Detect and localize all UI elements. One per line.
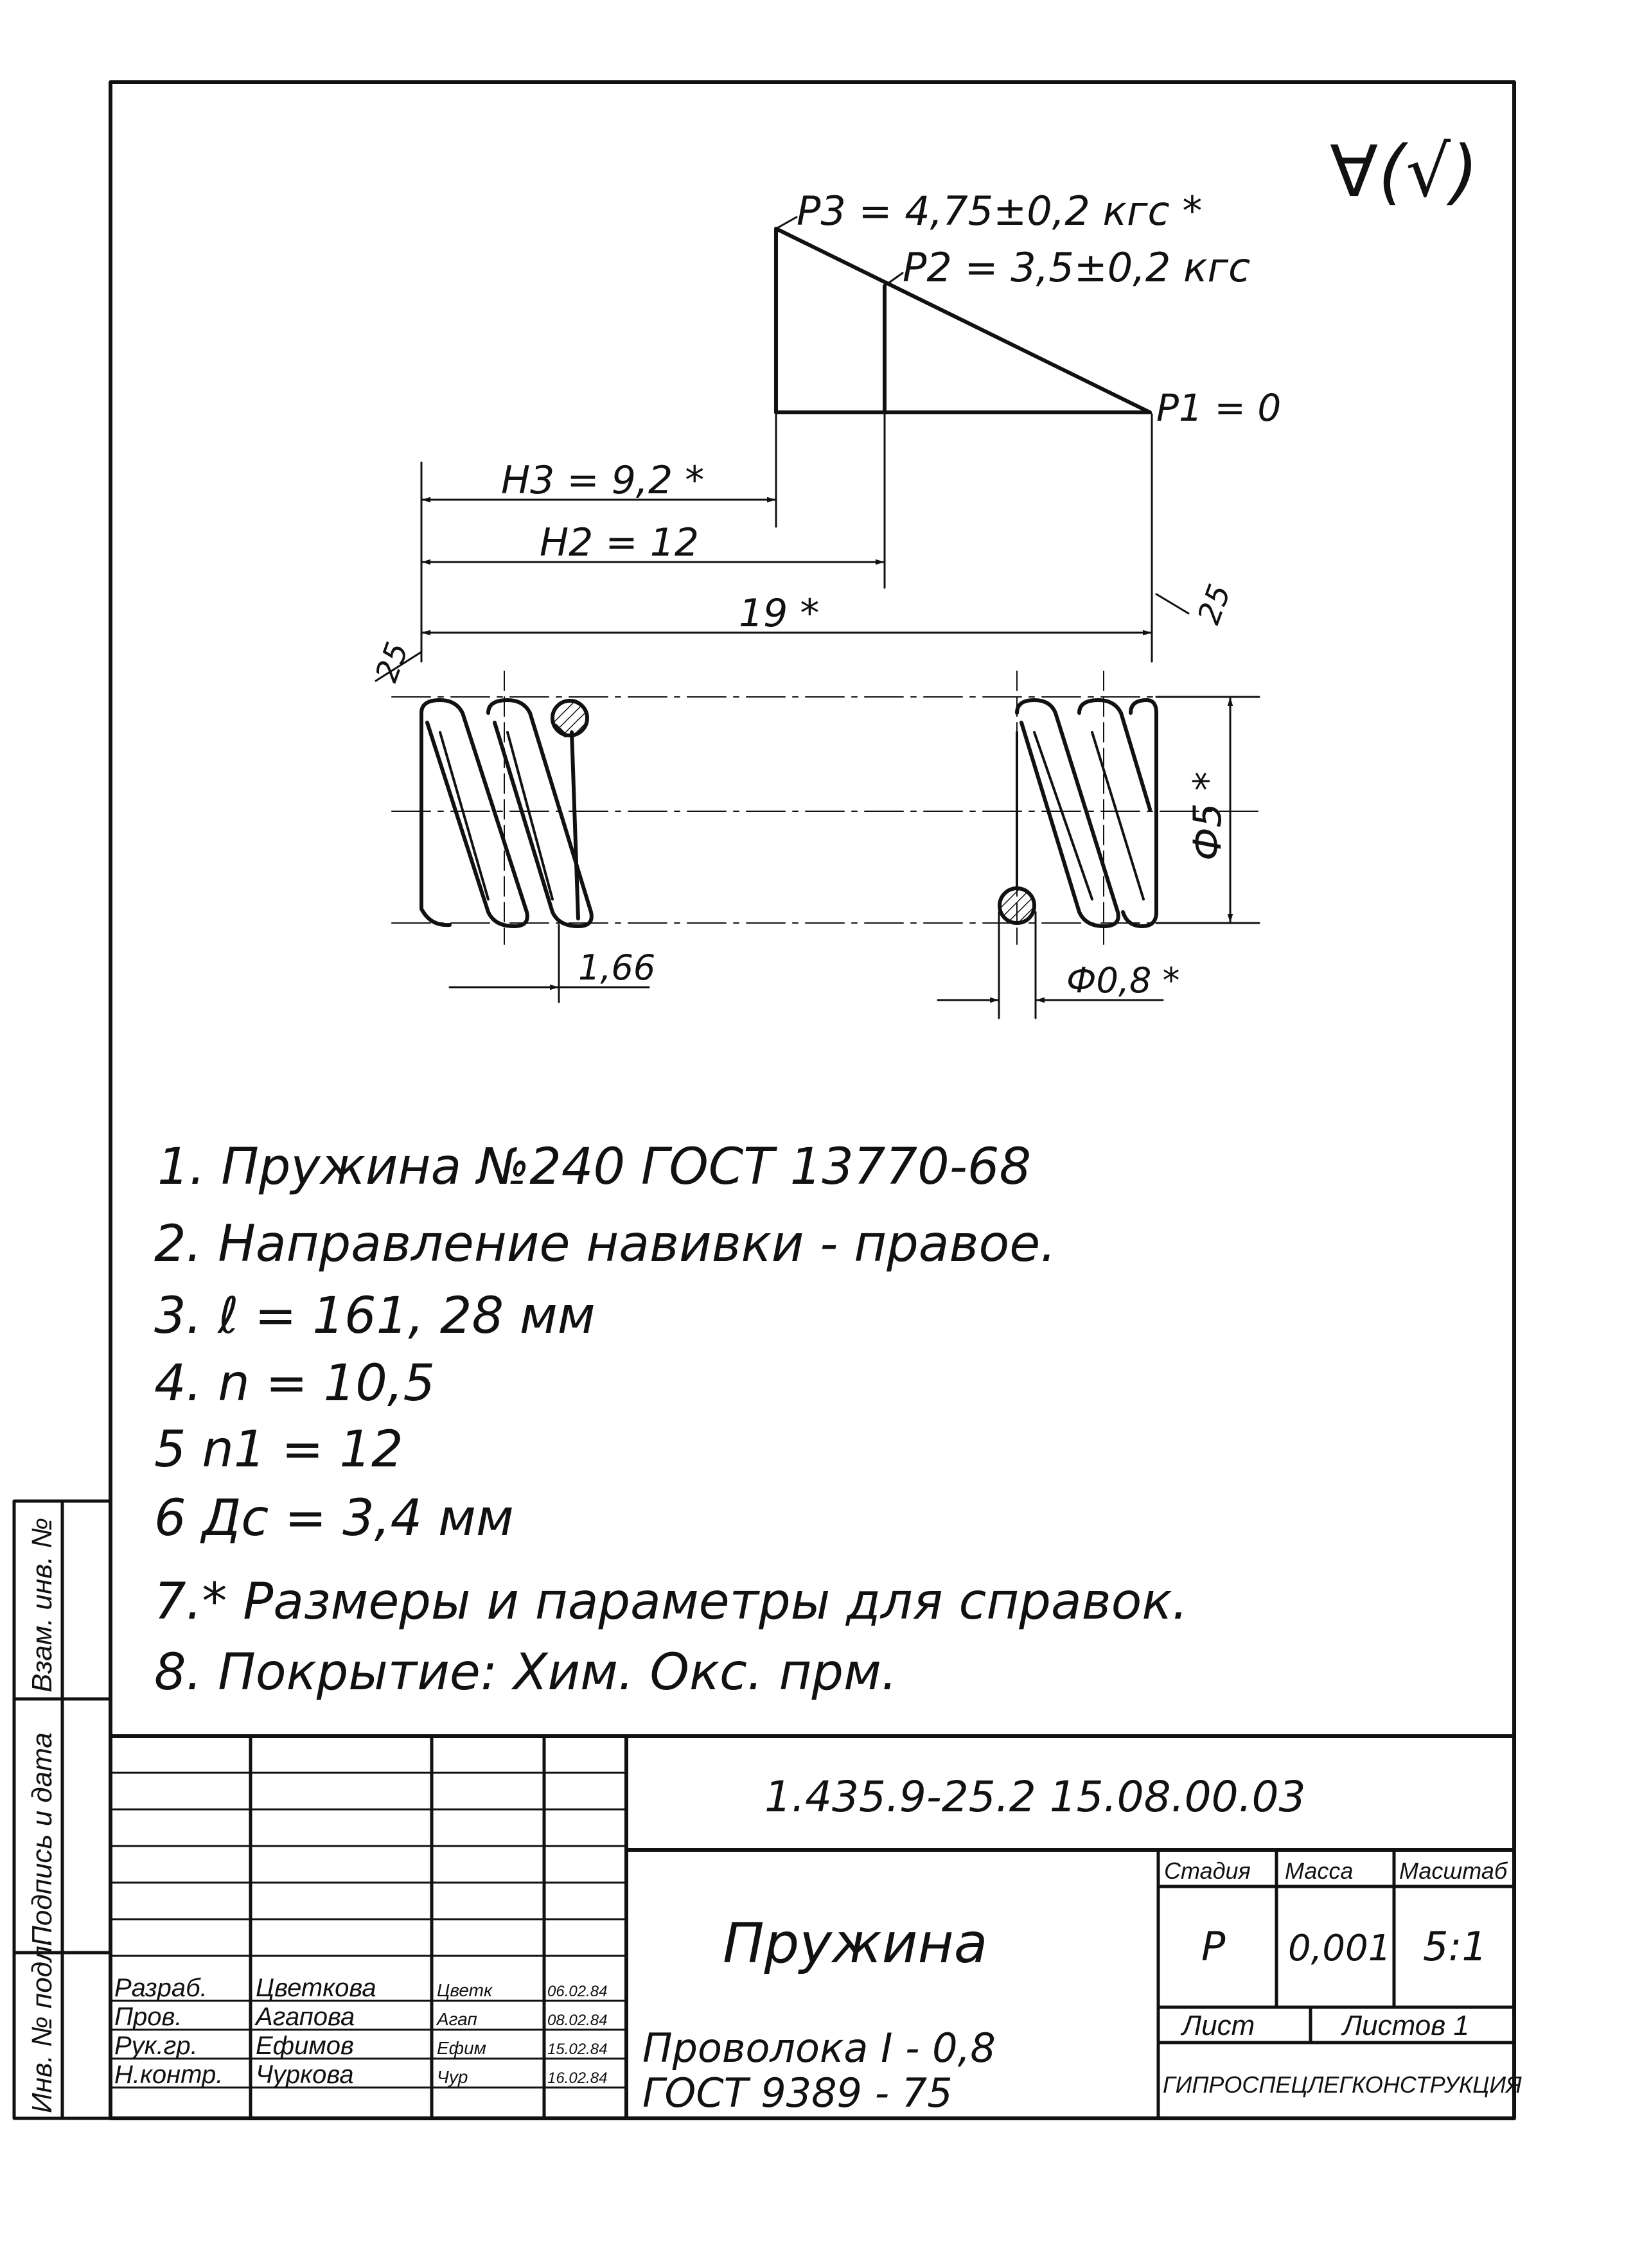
load-p2-label: P2 = 3,5±0,2 кгс [903, 244, 1251, 291]
sig-sign-developer: Цветк [437, 1980, 493, 2000]
dim-h3: H3 = 9,2 * [501, 458, 705, 503]
stamp-vzam-inv: Взам. инв. № [26, 1517, 58, 1692]
note-4: 4. n = 10,5 [154, 1355, 436, 1412]
note-3: 3. ℓ = 161, 28 мм [154, 1287, 596, 1345]
dim-end-angle-left: 25 [368, 637, 416, 687]
sheets-label: Листов 1 [1343, 2010, 1469, 2041]
note-5: 5 n1 = 12 [154, 1421, 403, 1479]
sig-date-developer: 06.02.84 [547, 1983, 608, 2000]
mass-header: Масса [1285, 1858, 1354, 1884]
mass-value: 0,001 [1288, 1928, 1391, 1969]
dim-wire-diameter: Ф0,8 * [1066, 960, 1180, 1001]
stamp-inv-orig: Инв. № подл. [26, 1937, 58, 2113]
stamp-sign-date: Подпись и дата [26, 1732, 58, 1946]
stage-value: Р [1201, 1923, 1226, 1970]
dim-pitch: 1,66 [578, 947, 656, 988]
spring-view [392, 671, 1266, 944]
dim-free-length: 19 * [739, 591, 820, 636]
sig-name-norm-control: Чуркова [256, 2061, 354, 2089]
scale-value: 5:1 [1423, 1923, 1487, 1970]
note-2: 2. Направление навивки - правое. [154, 1215, 1056, 1273]
note-6: 6 Дс = 3,4 мм [154, 1490, 514, 1547]
sig-sign-norm-control: Чур [437, 2067, 468, 2087]
sig-role-developer: Разраб. [114, 1974, 207, 2002]
scale-header: Масштаб [1399, 1858, 1508, 1884]
organization-name: ГИПРОСПЕЦЛЕГКОНСТРУКЦИЯ [1163, 2071, 1522, 2098]
sig-date-checker: 08.02.84 [547, 2012, 608, 2029]
sig-sign-group-lead: Ефим [437, 2038, 486, 2058]
sig-role-checker: Пров. [114, 2003, 182, 2031]
sig-role-group-lead: Рук.гр. [114, 2032, 198, 2060]
drawing-designation: 1.435.9-25.2 15.08.00.03 [764, 1772, 1306, 1822]
sheet-label: Лист [1182, 2010, 1255, 2041]
stage-header: Стадия [1164, 1858, 1251, 1884]
wire-section-bottom-right [1000, 888, 1034, 923]
technical-notes [154, 1138, 1188, 1701]
sig-date-group-lead: 15.02.84 [547, 2041, 608, 2058]
load-p3-label: P3 = 4,75±0,2 кгс * [797, 188, 1203, 234]
dim-h2: H2 = 12 [540, 520, 700, 565]
note-7: 7.* Размеры и параметры для справок. [154, 1573, 1188, 1631]
sig-role-norm-control: Н.контр. [114, 2061, 224, 2089]
wire-section-top-left [552, 701, 587, 735]
sig-name-developer: Цветкова [256, 1974, 376, 2002]
material-line-1: Проволока I - 0,8 [642, 2025, 996, 2071]
sig-date-norm-control: 16.02.84 [547, 2070, 608, 2087]
sig-name-checker: Агапова [256, 2003, 355, 2031]
dim-end-angle-right: 25 [1190, 579, 1239, 629]
part-name: Пружина [723, 1912, 988, 1976]
dim-outer-diameter: Ф5 * [1185, 771, 1230, 861]
title-block [110, 1736, 1522, 2118]
note-8: 8. Покрытие: Хим. Окс. прм. [154, 1644, 897, 1701]
load-p1-label: P1 = 0 [1156, 386, 1282, 430]
surface-finish-mark: ∀(√) [1330, 130, 1479, 213]
sig-name-group-lead: Ефимов [256, 2032, 354, 2060]
note-1: 1. Пружина №240 ГОСТ 13770-68 [157, 1138, 1032, 1196]
material-line-2: ГОСТ 9389 - 75 [642, 2070, 953, 2116]
sig-sign-checker: Агап [437, 2009, 477, 2029]
side-stamp [14, 1501, 110, 2118]
